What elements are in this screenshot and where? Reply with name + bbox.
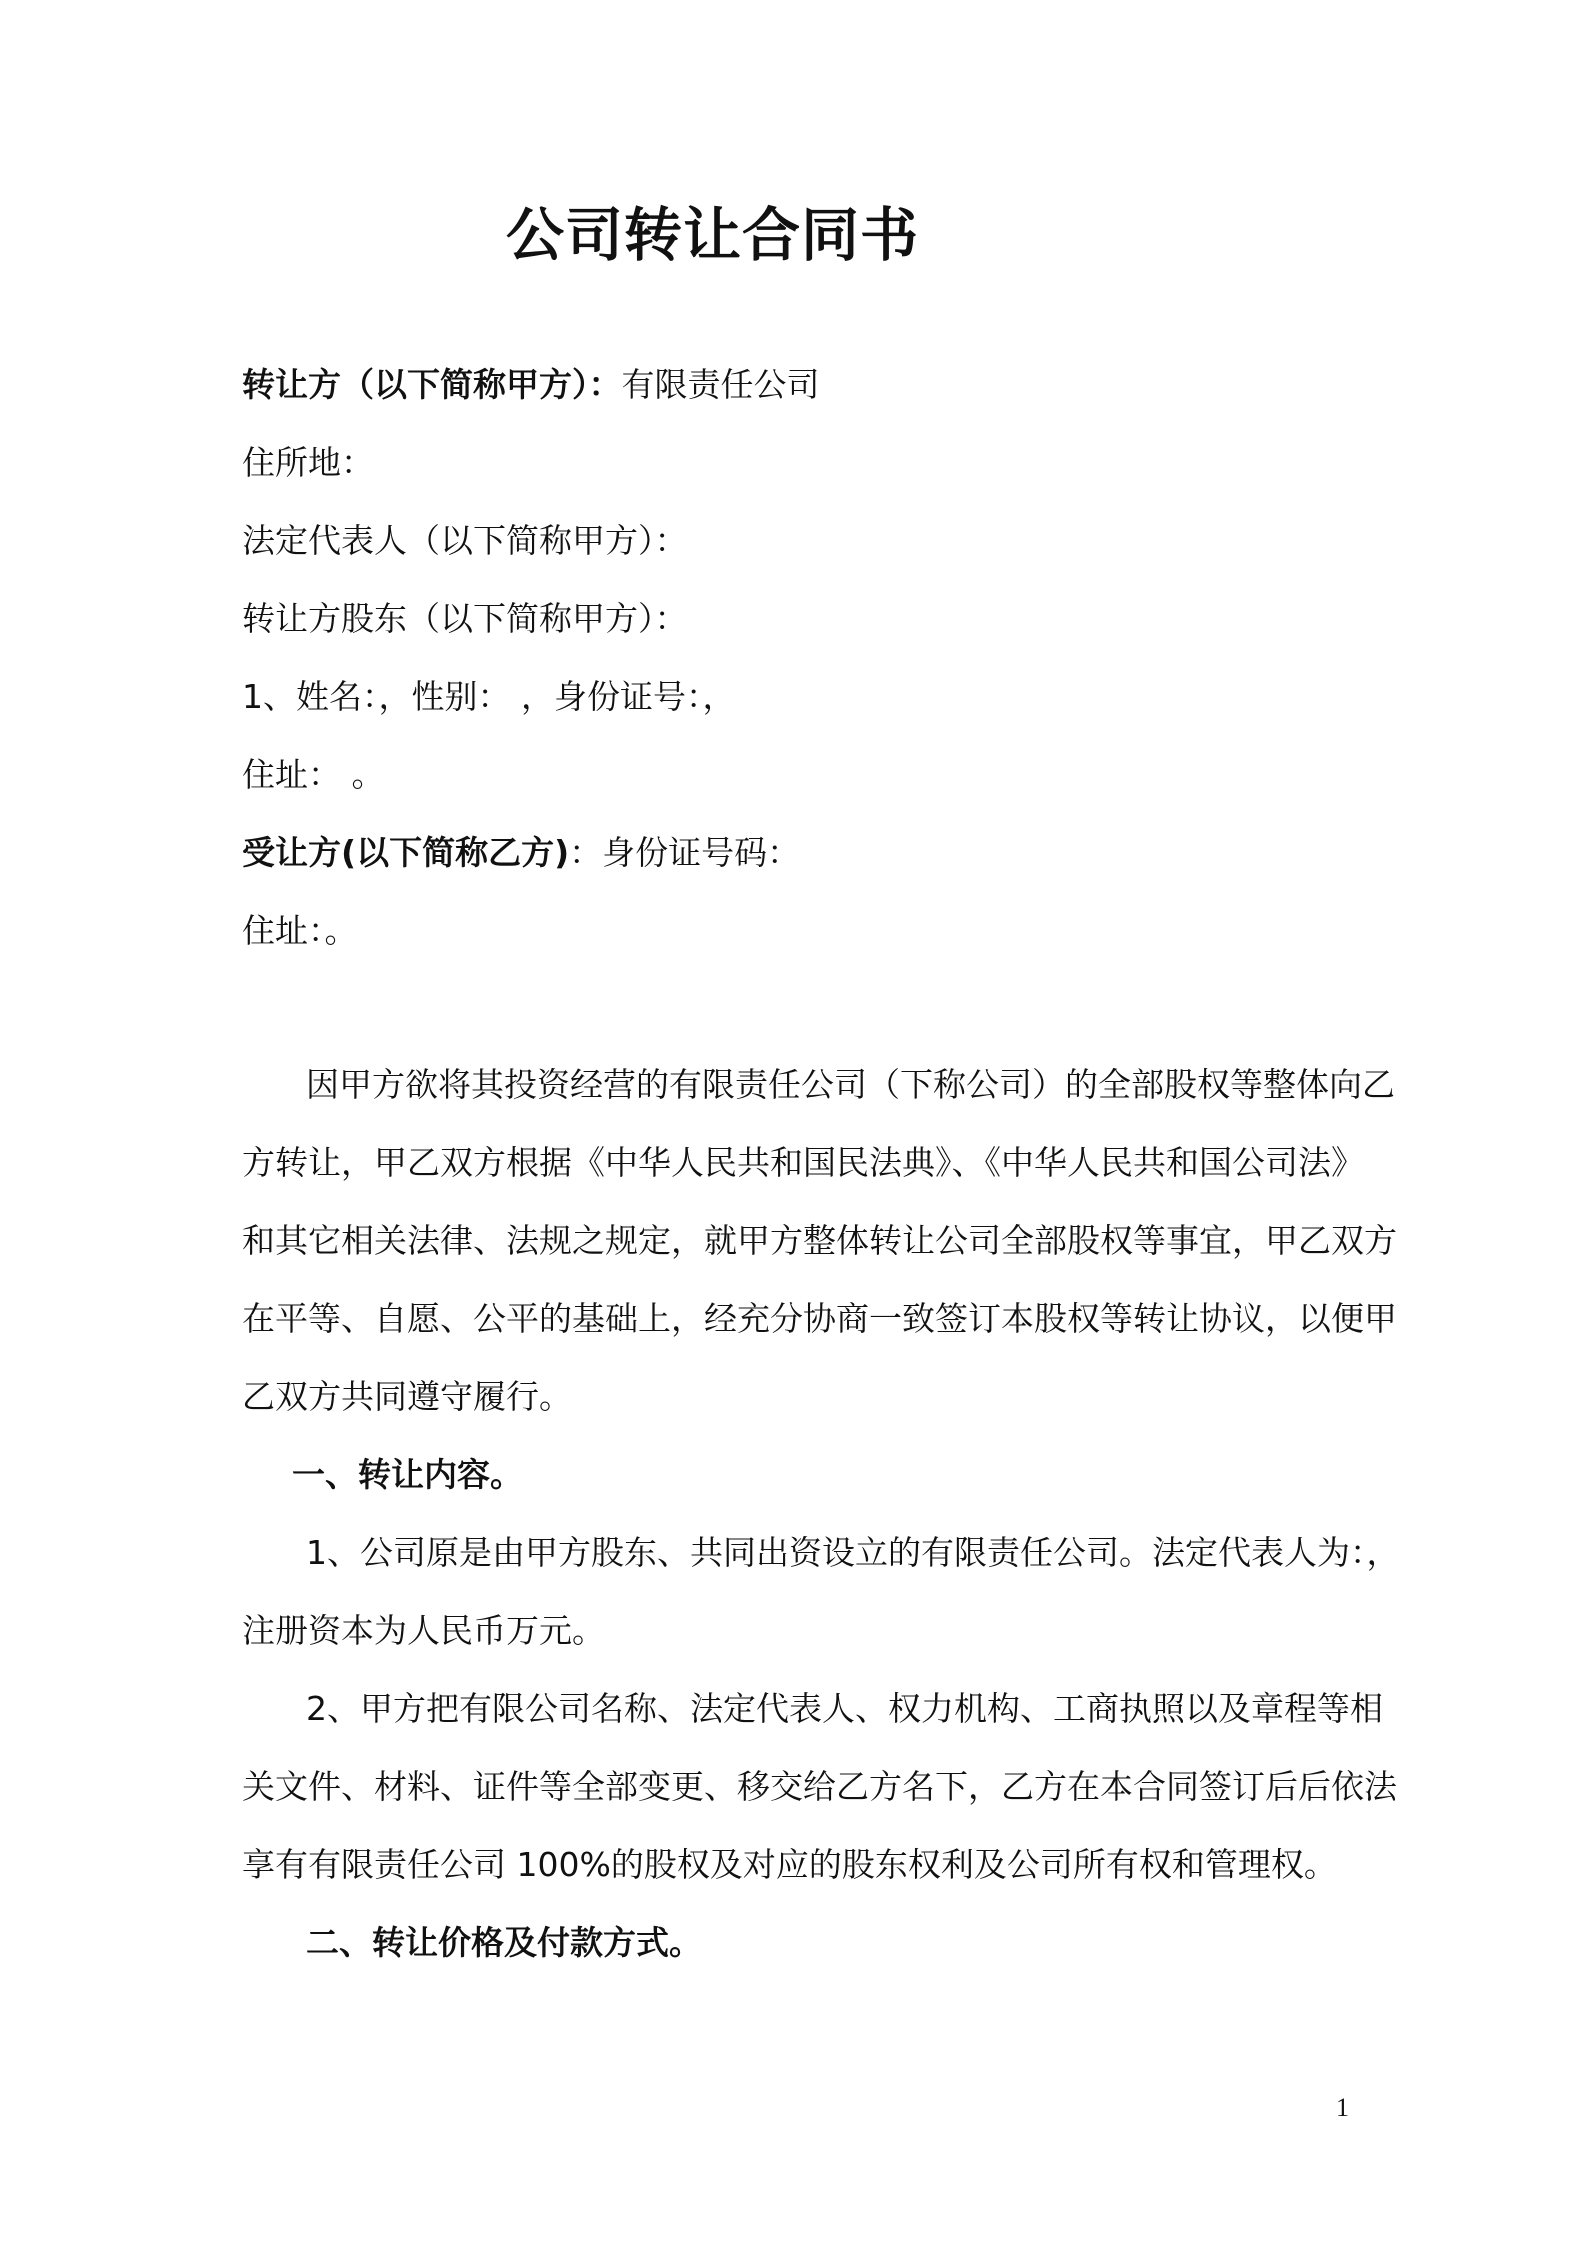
clause-2-line-3: 享有有限责任公司 100%的股权及对应的股东权利及公司所有权和管理权。 bbox=[242, 1845, 1337, 1884]
transferee-value: ：身份证号码： bbox=[569, 833, 801, 872]
section-1-heading: 一、转让内容。 bbox=[292, 1455, 523, 1494]
clause-2-line-2: 关文件、材料、证件等全部变更、移交给乙方名下，乙方在本合同签订后后依法 bbox=[242, 1767, 1397, 1806]
intro-paragraph-line-1: 因甲方欲将其投资经营的有限责任公司（下称公司）的全部股权等整体向乙 bbox=[306, 1065, 1395, 1104]
address-1-line: 住址： 。 bbox=[242, 755, 385, 794]
transferor-value: 有限责任公司 bbox=[621, 365, 820, 404]
intro-paragraph-line-3: 和其它相关法律、法规之规定，就甲方整体转让公司全部股权等事宜，甲乙双方 bbox=[242, 1221, 1397, 1260]
intro-paragraph-line-5: 乙双方共同遵守履行。 bbox=[242, 1377, 572, 1416]
transferee-label: 受让方(以下简称乙方) bbox=[242, 833, 570, 872]
clause-1-line-2: 注册资本为人民币万元。 bbox=[242, 1611, 605, 1650]
intro-paragraph-line-4: 在平等、自愿、公平的基础上，经充分协商一致签订本股权等转让协议，以便甲 bbox=[242, 1299, 1397, 1338]
person-1-line: 1、姓名：，性别： ，身份证号：， bbox=[242, 677, 736, 716]
address-2-line: 住址：。 bbox=[242, 911, 358, 950]
shareholder-line: 转让方股东（以下简称甲方）： bbox=[242, 599, 688, 638]
document-title: 公司转让合同书 bbox=[506, 201, 920, 269]
legal-rep-line: 法定代表人（以下简称甲方）： bbox=[242, 521, 688, 560]
domicile-line: 住所地： bbox=[242, 443, 374, 482]
section-2-heading: 二、转让价格及付款方式。 bbox=[306, 1923, 702, 1962]
clause-2-line-1: 2、甲方把有限公司名称、法定代表人、权力机构、工商执照以及章程等相 bbox=[306, 1689, 1383, 1728]
clause-1-line-1: 1、公司原是由甲方股东、共同出资设立的有限责任公司。法定代表人为：， bbox=[306, 1533, 1400, 1572]
intro-paragraph-line-2: 方转让，甲乙双方根据《中华人民共和国民法典》、《中华人民共和国公司法》 bbox=[242, 1143, 1364, 1182]
transferor-line bbox=[242, 363, 820, 407]
transferor-label: 转让方（以下简称甲方）： bbox=[242, 365, 622, 404]
transferee-line bbox=[242, 831, 800, 875]
page-number: 1 bbox=[1336, 2093, 1349, 2122]
